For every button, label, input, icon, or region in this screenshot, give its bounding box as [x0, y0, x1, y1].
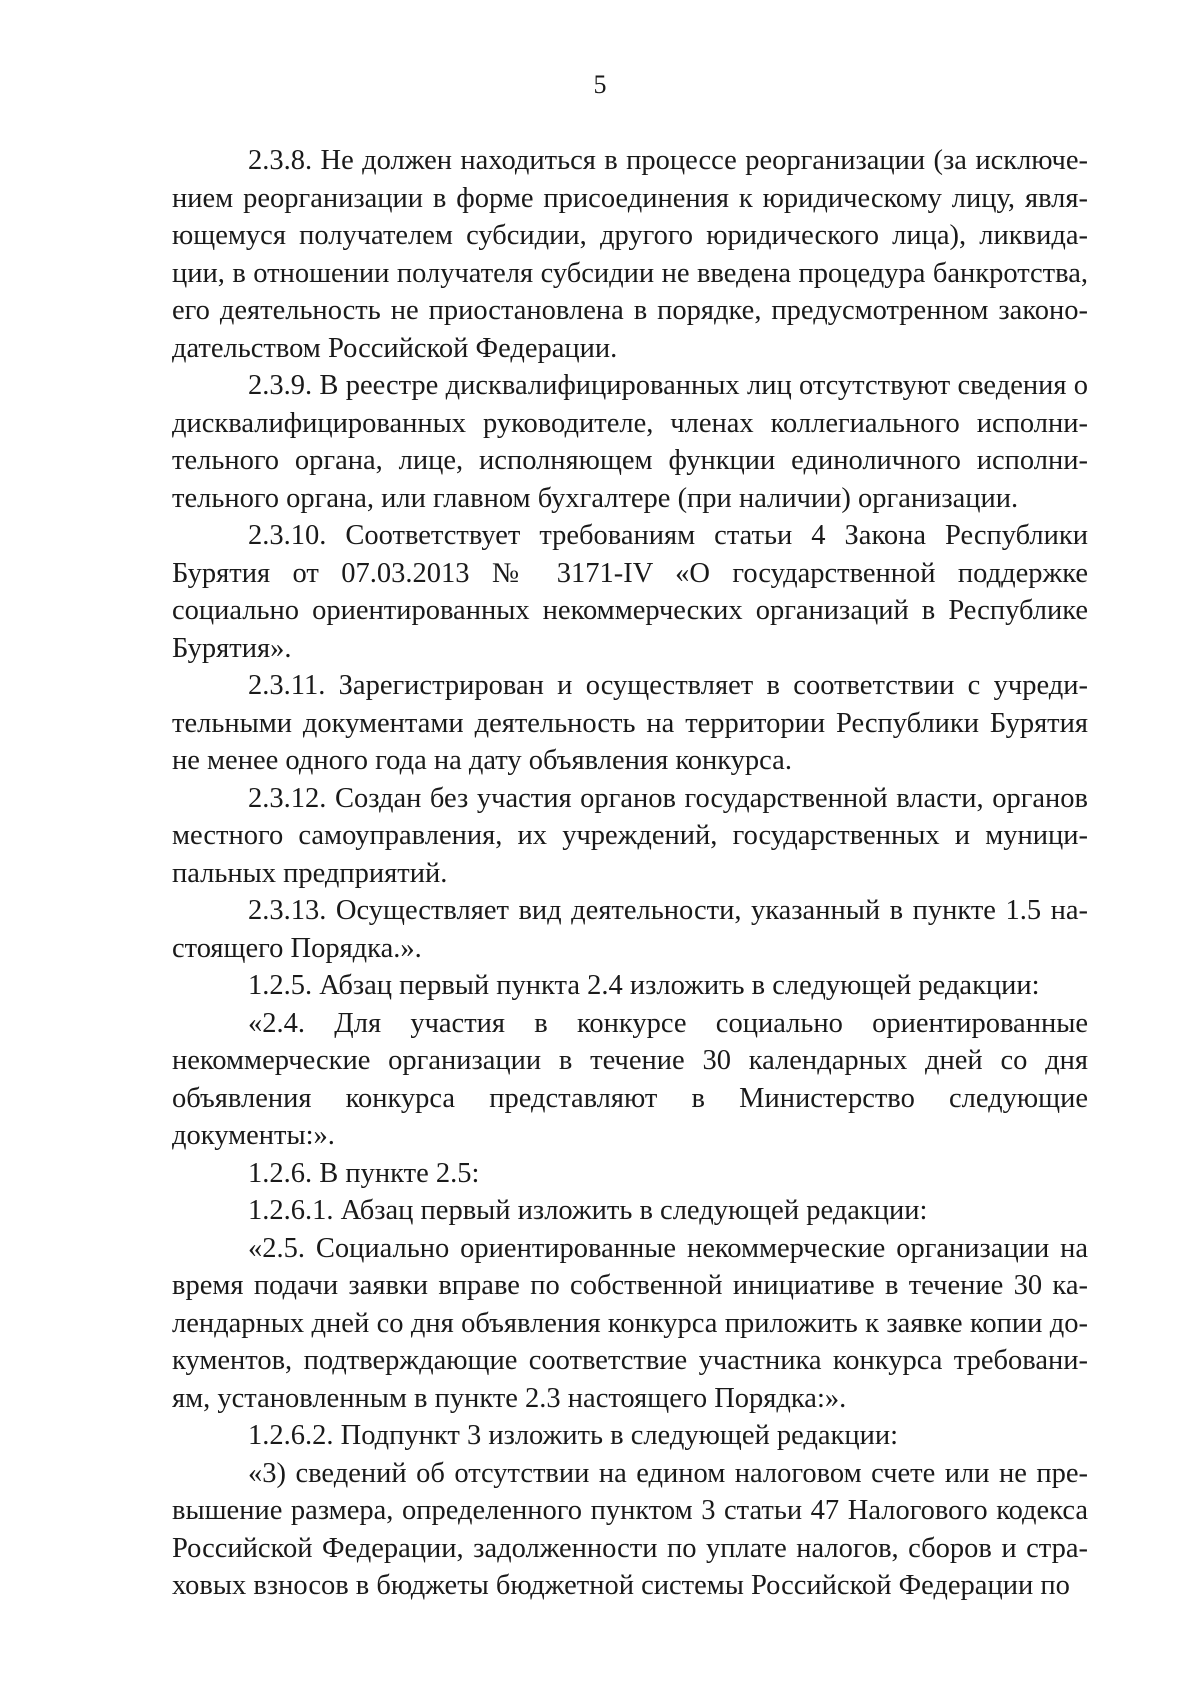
paragraph-2-3-10: 2.3.10. Соответствует требованиям статьи 4 Закона Республики Бурятия от 07.03.2013 № 3171-IV «О государственной поддержке социально ориентированных некоммерческих организаций в Республике Бурятия». [172, 520, 1088, 664]
document-body [172, 142, 1088, 1605]
paragraph-1-2-5: 1.2.5. Абзац первый пункта 2.4 изложить в следующей редакции: [248, 970, 1040, 1001]
paragraph-2-3-9: 2.3.9. В реестре дисквалифицированных лиц отсутствуют сведения о дисквалифицированных руководителе, членах коллегиального исполнительного органа, лице, исполняющем функции единоличного исполнительного органа, или главном бухгалтере (при наличии) организации. [172, 370, 1088, 514]
paragraph-2-3-13: 2.3.13. Осуществляет вид деятельности, указанный в пункте 1.5 настоящего Порядка.». [172, 895, 1088, 964]
paragraph-2-4-quote: «2.4. Для участия в конкурсе социально ориентированные некоммерческие организации в течение 30 календарных дней со дня объявления конкурса представляют в Министерство следующие документы:». [172, 1007, 1088, 1151]
page-number: 5 [593, 70, 607, 99]
paragraph-2-3-8: 2.3.8. Не должен находиться в процессе реорганизации (за исключением реорганизации в форме присоединения к юридическому лицу, являющемуся получателем субсидии, другого юридического лица), ликвидации, в отношении получателя субсидии не введена процедура банкротства, его деятельность не приостановлена в порядке, предусмотренном законодательством Российской Федерации. [172, 145, 1088, 364]
paragraph-subitem-3-quote: «3) сведений об отсутствии на едином налоговом счете или не превышение размера, определенного пунктом 3 статьи 47 Налогового кодекса Российской Федерации, задолженности по уплате налогов, сборов и страховых взносов в бюджеты бюджетной системы Российской Федерации по [172, 1457, 1088, 1601]
paragraph-2-5-quote: «2.5. Социально ориентированные некоммерческие организации на время подачи заявки вправе по собственной инициативе в течение 30 календарных дней со дня объявления конкурса приложить к заявке копии документов, подтверждающие соответствие участника конкурса требованиям, установленным в пункте 2.3 настоящего Порядка:». [172, 1232, 1088, 1414]
paragraph-2-3-11: 2.3.11. Зарегистрирован и осуществляет в соответствии с учредительными документами деятельность на территории Республики Бурятия не менее одного года на дату объявления конкурса. [172, 670, 1088, 776]
paragraph-2-3-12: 2.3.12. Создан без участия органов государственной власти, органов местного самоуправления, их учреждений, государственных и муниципальных предприятий. [172, 782, 1088, 889]
paragraph-1-2-6-2: 1.2.6.2. Подпункт 3 изложить в следующей редакции: [248, 1420, 899, 1451]
paragraph-1-2-6-1: 1.2.6.1. Абзац первый изложить в следующей редакции: [248, 1195, 928, 1226]
paragraph-1-2-6: 1.2.6. В пункте 2.5: [248, 1157, 480, 1189]
